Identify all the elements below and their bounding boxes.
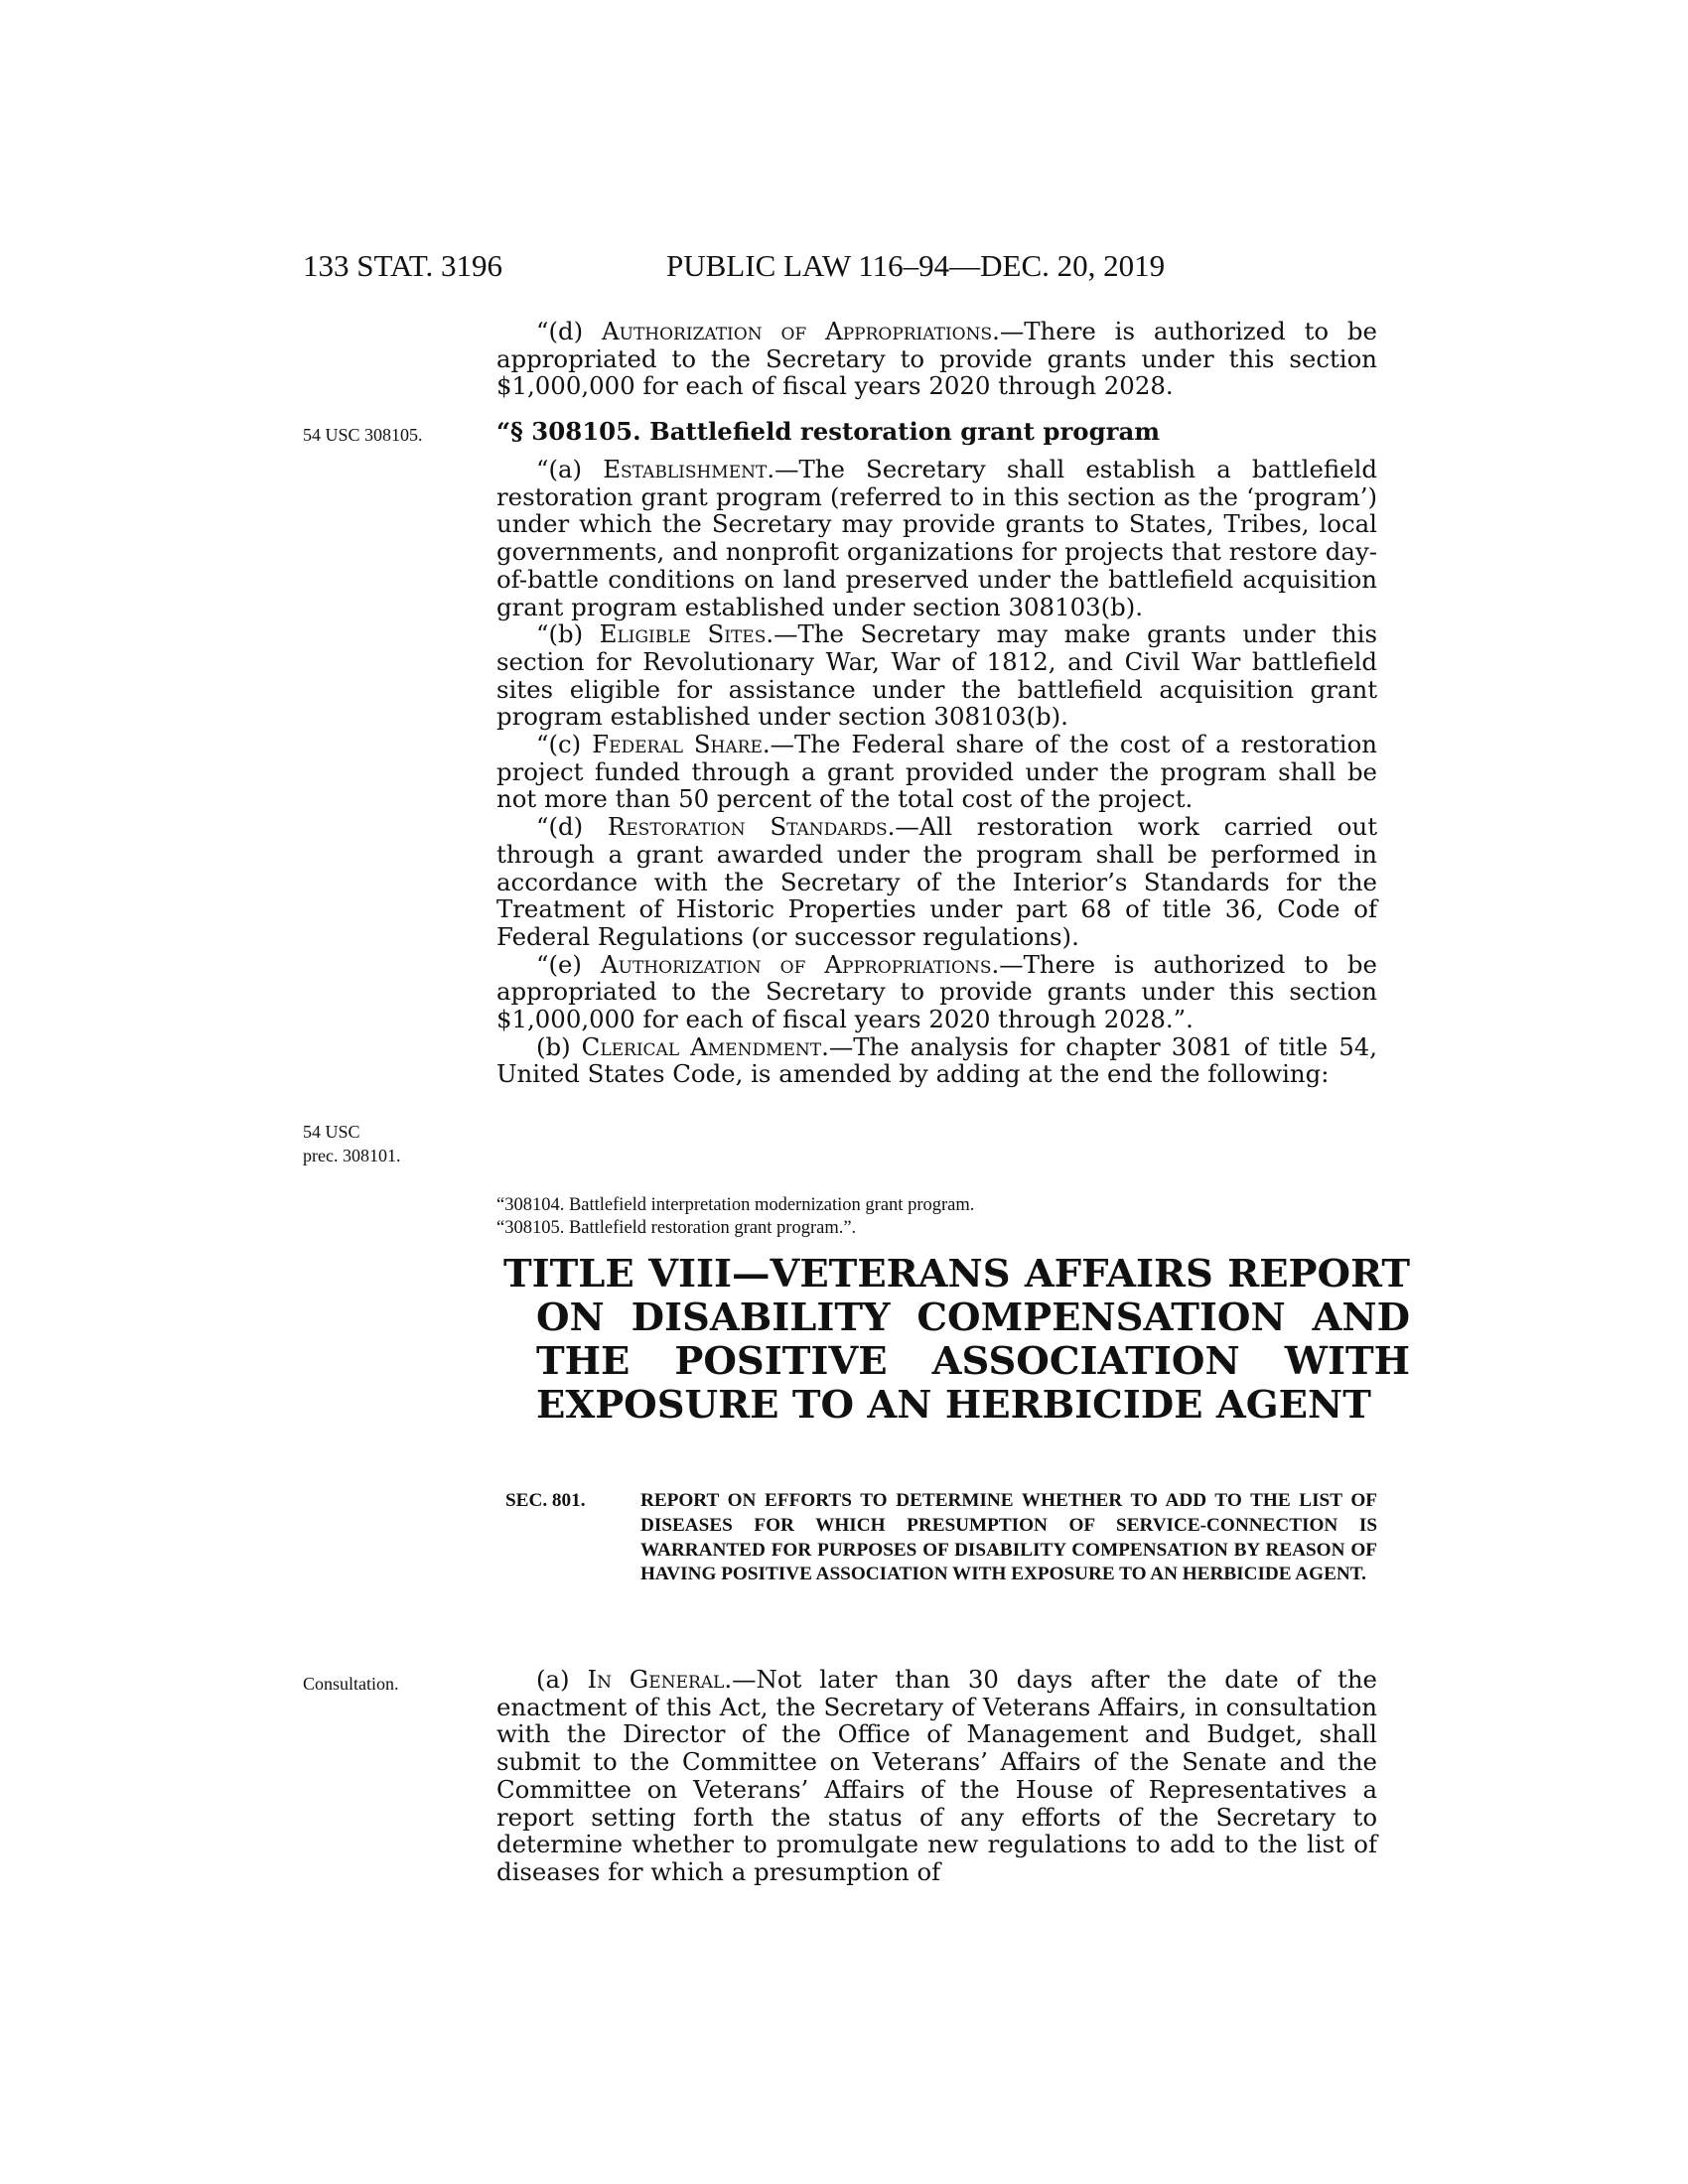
public-law-citation: PUBLIC LAW 116–94—DEC. 20, 2019 — [666, 248, 1166, 283]
subsection-c-federal-share: “(c) Federal Share.—The Federal share of the cost of a restoration project funded through a grant provided under the program shall be not more than 50 percent of the total cost of the project. — [496, 730, 1377, 814]
section-heading-308105: “§ 308105. Battlefield restoration grant program — [496, 417, 1161, 446]
section-801-body — [496, 1666, 1377, 1886]
toc-line-308104: “308104. Battlefield interpretation modernization grant program. — [496, 1195, 975, 1215]
section-801-heading — [505, 1489, 1377, 1587]
running-header — [303, 248, 1296, 288]
table-of-sections-additions — [496, 1194, 1377, 1241]
margin-note-usc-prec-308101: 54 USC prec. 308101. — [303, 1122, 401, 1165]
section-title: REPORT ON EFFORTS TO DETERMINE WHETHER TO ADD TO THE LIST OF DISEASES FOR WHICH PRESUMPTION OF SERVICE-CONNECTION IS WARRANTED FOR PURPOSES OF DISABILITY COMPENSATION BY REASON OF HAVING POSITIVE ASSOCIATION WITH EXPOSURE TO AN HERBICIDE AGENT. — [640, 1490, 1377, 1585]
subsection-a-in-general: (a) In General.—Not later than 30 days after the date of the enactment of this Act, the Secretary of Veterans Affairs, in consultation with the Director of the Office of Management and Budget, shall submit to the Committee on Veterans’ Affairs of the Senate and the Committee on Veterans’ Affairs of the House of Representatives a report setting forth the status of any efforts of the Secretary to determine whether to promulgate new regulations to add to the list of diseases for which a presumption of — [496, 1665, 1377, 1886]
margin-note-consultation: Consultation. — [303, 1674, 399, 1694]
section-number: SEC. 801. — [505, 1490, 586, 1511]
margin-note-usc-308105: 54 USC 308105. — [303, 425, 423, 445]
subsection-a-establishment: “(a) Establishment.—The Secretary shall establish a battlefield restoration grant program (referred to in this section as the ‘program’) under which the Secretary may provide grants to States, Tribes, local governments, and nonprofit organizations for projects that restore day-of-battle conditions on land preserved under the battlefield acquisition grant program established under section 308103(b). — [496, 455, 1377, 621]
subsection-d-restoration-standards: “(d) Restoration Standards.—All restoration work carried out through a grant awarded under the program shall be performed in accordance with the Secretary of the Interior’s Standards for the Treatment of Historic Properties under part 68 of title 36, Code of Federal Regulations (or successor regulations). — [496, 812, 1377, 951]
toc-line-308105: “308105. Battlefield restoration grant program.”. — [496, 1218, 857, 1239]
statute-page-number: 133 STAT. 3196 — [303, 248, 503, 283]
subsection-e-authorization: “(e) Authorization of Appropriations.—There is authorized to be appropriated to the Secretary to provide grants under this section $1,000,000 for each of fiscal years 2020 through 2028.”. — [496, 949, 1377, 1034]
paragraph-d-prev-section: “(d) Authorization of Appropriations.—There is authorized to be appropriated to the Secretary to provide grants under this section $1,000,000 for each of fiscal years 2020 through 2028. — [496, 317, 1377, 401]
section-308105-body — [496, 456, 1377, 1088]
title-viii-heading: TITLE VIII—VETERANS AFFAIRS REPORT ON DISABILITY COMPENSATION AND THE POSITIVE ASSOCIATION WITH EXPOSURE TO AN HERBICIDE AGENT — [503, 1252, 1410, 1428]
subsection-b-eligible-sites: “(b) Eligible Sites.—The Secretary may make grants under this section for Revolutionary War, War of 1812, and Civil War battlefield sites eligible for assistance under the battlefield acquisition grant program established under section 308103(b). — [496, 619, 1377, 732]
clerical-amendment: (b) Clerical Amendment.—The analysis for chapter 3081 of title 54, United States Code, is amended by adding at the end the following: — [496, 1031, 1377, 1089]
